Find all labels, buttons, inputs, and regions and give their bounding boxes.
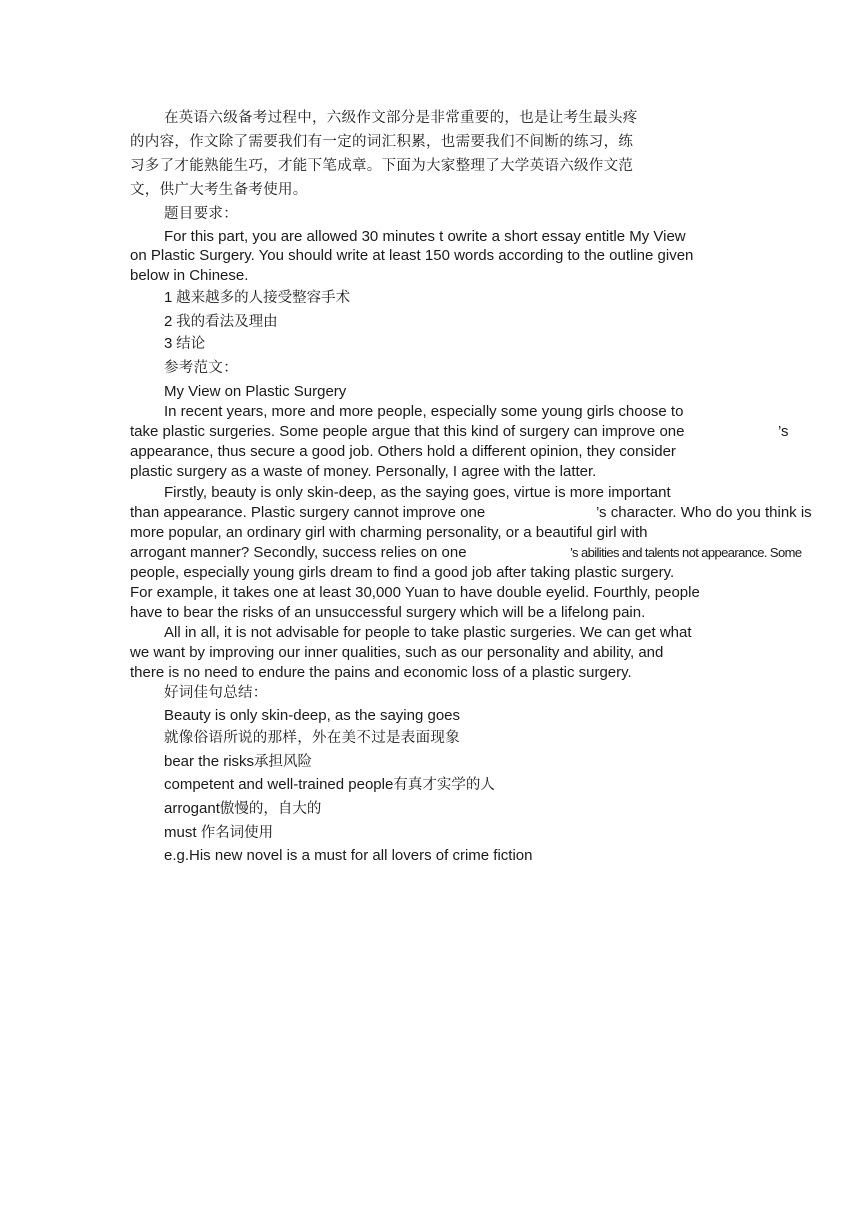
essay-p1-line-1: In recent years, more and more people, especially some young girls choose to: [164, 403, 684, 420]
intro-line-1: 在英语六级备考过程中，六级作文部分是非常重要的，也是让考生最头疼: [164, 110, 638, 126]
essay-p2-line-4-tail: ’s abilities and talents not appearance. Some: [570, 545, 802, 560]
essay-p2-line-6: For example, it takes one at least 30,000 Yuan to have double eyelid. Fourthly, people: [130, 584, 700, 601]
essay-p3-line-2: we want by improving our inner qualities, such as our personality and ability, and: [130, 644, 664, 661]
phrase-en: competent and well-trained people: [164, 776, 394, 793]
essay-p2-line-3: more popular, an ordinary girl with charming personality, or a beautiful girl with: [130, 524, 648, 541]
outline-item-2: [164, 312, 278, 332]
requirement-line-2: on Plastic Surgery. You should write at least 150 words according to the outline given: [130, 247, 694, 264]
phrase-2: [164, 752, 312, 772]
essay-p3-line-1: All in all, it is not advisable for people to take plastic surgeries. We can get what: [164, 624, 692, 641]
phrase-zh: 作名词使用: [200, 825, 274, 841]
phrase-1-translation: 就像俗语所说的那样，外在美不过是表面现象: [164, 730, 460, 746]
phrase-1: Beauty is only skin-deep, as the saying goes: [164, 707, 461, 724]
phrases-heading: 好词佳句总结：: [164, 685, 268, 701]
intro-line-4: 文，供广大考生备考使用。: [130, 182, 308, 198]
essay-p2-line-5: people, especially young girls dream to find a good job after taking plastic surgery.: [130, 564, 675, 581]
requirement-line-3: below in Chinese.: [130, 267, 249, 284]
essay-p2-line-2: than appearance. Plastic surgery cannot improve one: [130, 504, 486, 521]
essay-title: My View on Plastic Surgery: [164, 383, 347, 400]
phrase-zh: 承担风险: [254, 754, 313, 770]
essay-p1-line-2-tail: ’s: [778, 423, 789, 440]
essay-p2-line-7: have to bear the risks of an unsuccessful surgery which will be a lifelong pain.: [130, 604, 646, 621]
essay-p1-line-2: take plastic surgeries. Some people argue that this kind of surgery can improve one: [130, 423, 685, 440]
phrase-5: [164, 823, 273, 843]
requirement-line-1: For this part, you are allowed 30 minutes t owrite a short essay entitle My View: [164, 228, 686, 245]
intro-line-2: 的内容，作文除了需要我们有一定的词汇积累，也需要我们不间断的练习，练: [130, 134, 634, 150]
outline-text: 我的看法及理由: [176, 314, 278, 330]
outline-number: 2: [164, 313, 173, 330]
phrase-zh: 傲慢的，自大的: [219, 801, 322, 817]
outline-text: 结论: [176, 336, 206, 352]
outline-item-1: [164, 288, 350, 308]
phrase-zh: 有真才实学的人: [393, 777, 495, 793]
outline-number: 1: [164, 289, 173, 306]
outline-item-3: [164, 334, 205, 354]
intro-line-3: 习多了才能熟能生巧，才能下笔成章。下面为大家整理了大学英语六级作文范: [130, 158, 634, 174]
phrase-3: [164, 775, 495, 795]
requirement-heading: 题目要求：: [164, 206, 238, 222]
outline-number: 3: [164, 335, 173, 352]
phrase-4: [164, 799, 321, 819]
essay-p2-line-1: Firstly, beauty is only skin-deep, as the saying goes, virtue is more important: [164, 484, 671, 501]
outline-text: 越来越多的人接受整容手术: [176, 290, 351, 306]
phrase-en: must: [164, 824, 201, 841]
phrase-6: e.g.His new novel is a must for all lovers of crime fiction: [164, 847, 533, 864]
essay-p1-line-4: plastic surgery as a waste of money. Personally, I agree with the latter.: [130, 463, 597, 480]
phrase-en: bear the risks: [164, 753, 255, 770]
phrase-en: arrogant: [164, 800, 220, 817]
essay-p2-line-2-tail: ’s character. Who do you think is: [596, 504, 812, 521]
essay-p3-line-3: there is no need to endure the pains and economic loss of a plastic surgery.: [130, 664, 632, 681]
essay-p1-line-3: appearance, thus secure a good job. Others hold a different opinion, they consider: [130, 443, 676, 460]
essay-p2-line-4: arrogant manner? Secondly, success relies on one: [130, 544, 467, 561]
sample-heading: 参考范文：: [164, 360, 238, 376]
